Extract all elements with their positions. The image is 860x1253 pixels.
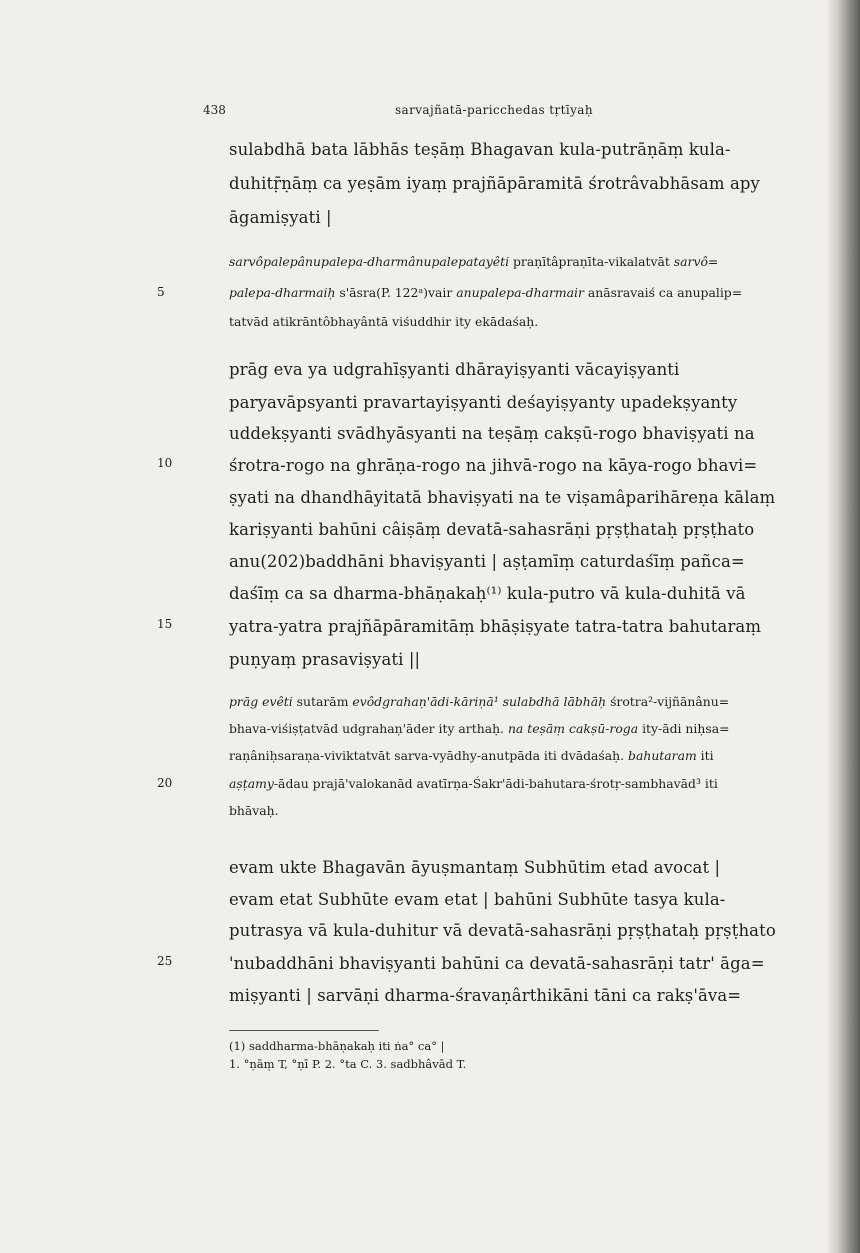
- line-text: evam ukte Bhagavān āyuṣmantaṃ Subhūtim etad avocat |: [229, 858, 721, 877]
- line-number: 20: [157, 776, 173, 790]
- text-segment: praṇītâpraṇīta-vikalatvāt: [509, 254, 674, 269]
- running-title: sarvajñatā-paricchedas tṛtīyaḥ: [395, 103, 593, 117]
- text-segment: raṇâniḥsaraṇa-viviktatvāt sarva-vyādhy-anutpāda iti dvādaśaḥ.: [229, 748, 629, 763]
- line-text: [229, 285, 742, 300]
- line-number: 15: [157, 617, 173, 631]
- line-text: [229, 721, 729, 736]
- line-text: śrotra-rogo na ghrāṇa-rogo na jihvā-rogo na kāya-rogo bhavi=: [229, 456, 758, 475]
- line-number: 5: [157, 285, 165, 299]
- italic-segment: anupalepa-dharmair: [456, 285, 584, 300]
- italic-segment: sarvôpalepânupalepa-dharmânupalepatayêti: [229, 254, 510, 269]
- italic-segment: na teṣāṃ cakṣū-roga: [507, 721, 639, 736]
- line-text: puṇyaṃ prasaviṣyati ||: [229, 650, 421, 669]
- italic-segment: bahutaram: [628, 748, 697, 763]
- text-segment: s'āsra(P. 122ᵃ)vair: [335, 285, 457, 300]
- page-number: 438: [203, 103, 226, 117]
- text-segment: anāsravaiś ca anupalip=: [583, 285, 743, 300]
- line-number: 25: [157, 954, 173, 968]
- line-text: paryavāpsyanti pravartayiṣyanti deśayiṣyanty upadekṣyanty: [229, 393, 738, 412]
- line-text: kariṣyanti bahūni câiṣāṃ devatā-sahasrāṇi pṛṣṭhataḥ pṛṣṭhato: [229, 520, 755, 539]
- text-segment: tatvād atikrāntôbhayântā viśuddhir ity ekādaśaḥ.: [229, 314, 539, 329]
- page-header: [0, 103, 860, 123]
- page-binding-shadow: [826, 0, 860, 1253]
- line-text: 'nubaddhāni bhaviṣyanti bahūni ca devatā-sahasrāṇi tatr' āga=: [229, 954, 765, 973]
- line-text: [229, 748, 714, 763]
- line-text: miṣyanti | sarvāṇi dharma-śravaṇârthikāni tāni ca rakṣ'āva=: [229, 986, 742, 1005]
- text-segment: -ādau prajā'valokanād avatīrṇa-Śakr'ādi-bahutara-śrotṛ-sambhavād³ iti: [273, 776, 718, 791]
- footnote-rule: [229, 1030, 379, 1031]
- line-text: [229, 776, 718, 791]
- line-text: anu(202)baddhāni bhaviṣyanti | aṣṭamīṃ caturdaśīṃ pañca=: [229, 552, 745, 571]
- text-segment: iti: [696, 748, 714, 763]
- italic-segment: evôdgrahaṇ'ādi-kāriṇā¹ sulabdhā lābhāḥ: [352, 694, 607, 709]
- italic-segment: aṣṭamy: [229, 776, 274, 791]
- italic-segment: sarvô=: [673, 254, 719, 269]
- line-text: [229, 803, 279, 818]
- line-text: āgamiṣyati |: [229, 208, 332, 227]
- text-segment: sutarām: [292, 694, 353, 709]
- line-text: duhitṝṇāṃ ca yeṣām iyaṃ prajñāpāramitā śrotrâvabhāsam apy: [229, 174, 760, 193]
- line-text: [229, 694, 729, 709]
- line-text: evam etat Subhūte evam etat | bahūni Subhūte tasya kula-: [229, 890, 726, 909]
- footnote-text: 1. °ṇāṃ T, °ṇī P. 2. °ta C. 3. sadbhâvād T.: [229, 1057, 467, 1071]
- line-text: daśīṃ ca sa dharma-bhāṇakaḥ⁽¹⁾ kula-putro vā kula-duhitā vā: [229, 584, 746, 603]
- line-text: yatra-yatra prajñāpāramitāṃ bhāṣiṣyate tatra-tatra bahutaraṃ: [229, 617, 762, 636]
- text-segment: bhāvaḥ.: [229, 803, 279, 818]
- line-text: [229, 254, 718, 269]
- line-text: [229, 314, 538, 329]
- line-text: ṣyati na dhandhāyitatā bhaviṣyati na te viṣamâparihāreṇa kālaṃ: [229, 488, 776, 507]
- line-text: putrasya vā kula-duhitur vā devatā-sahasrāṇi pṛṣṭhataḥ pṛṣṭhato: [229, 921, 776, 940]
- text-segment: ity-ādi niḥsa=: [638, 721, 730, 736]
- italic-segment: palepa-dharmaiḥ: [229, 285, 336, 300]
- footnote-text: (1) saddharma-bhāṇakaḥ iti ṅa° ca° |: [229, 1039, 445, 1053]
- text-segment: bhava-viśiṣṭatvād udgrahaṇ'āder ity arthaḥ.: [229, 721, 508, 736]
- line-number: 10: [157, 456, 173, 470]
- italic-segment: prāg evêti: [229, 694, 293, 709]
- text-segment: śrotra²-vijñānânu=: [606, 694, 730, 709]
- line-text: uddekṣyanti svādhyāsyanti na teṣāṃ cakṣū-rogo bhaviṣyati na: [229, 424, 755, 443]
- line-text: prāg eva ya udgrahīṣyanti dhārayiṣyanti vācayiṣyanti: [229, 360, 680, 379]
- line-text: sulabdhā bata lābhās teṣāṃ Bhagavan kula-putrāṇāṃ kula-: [229, 140, 731, 159]
